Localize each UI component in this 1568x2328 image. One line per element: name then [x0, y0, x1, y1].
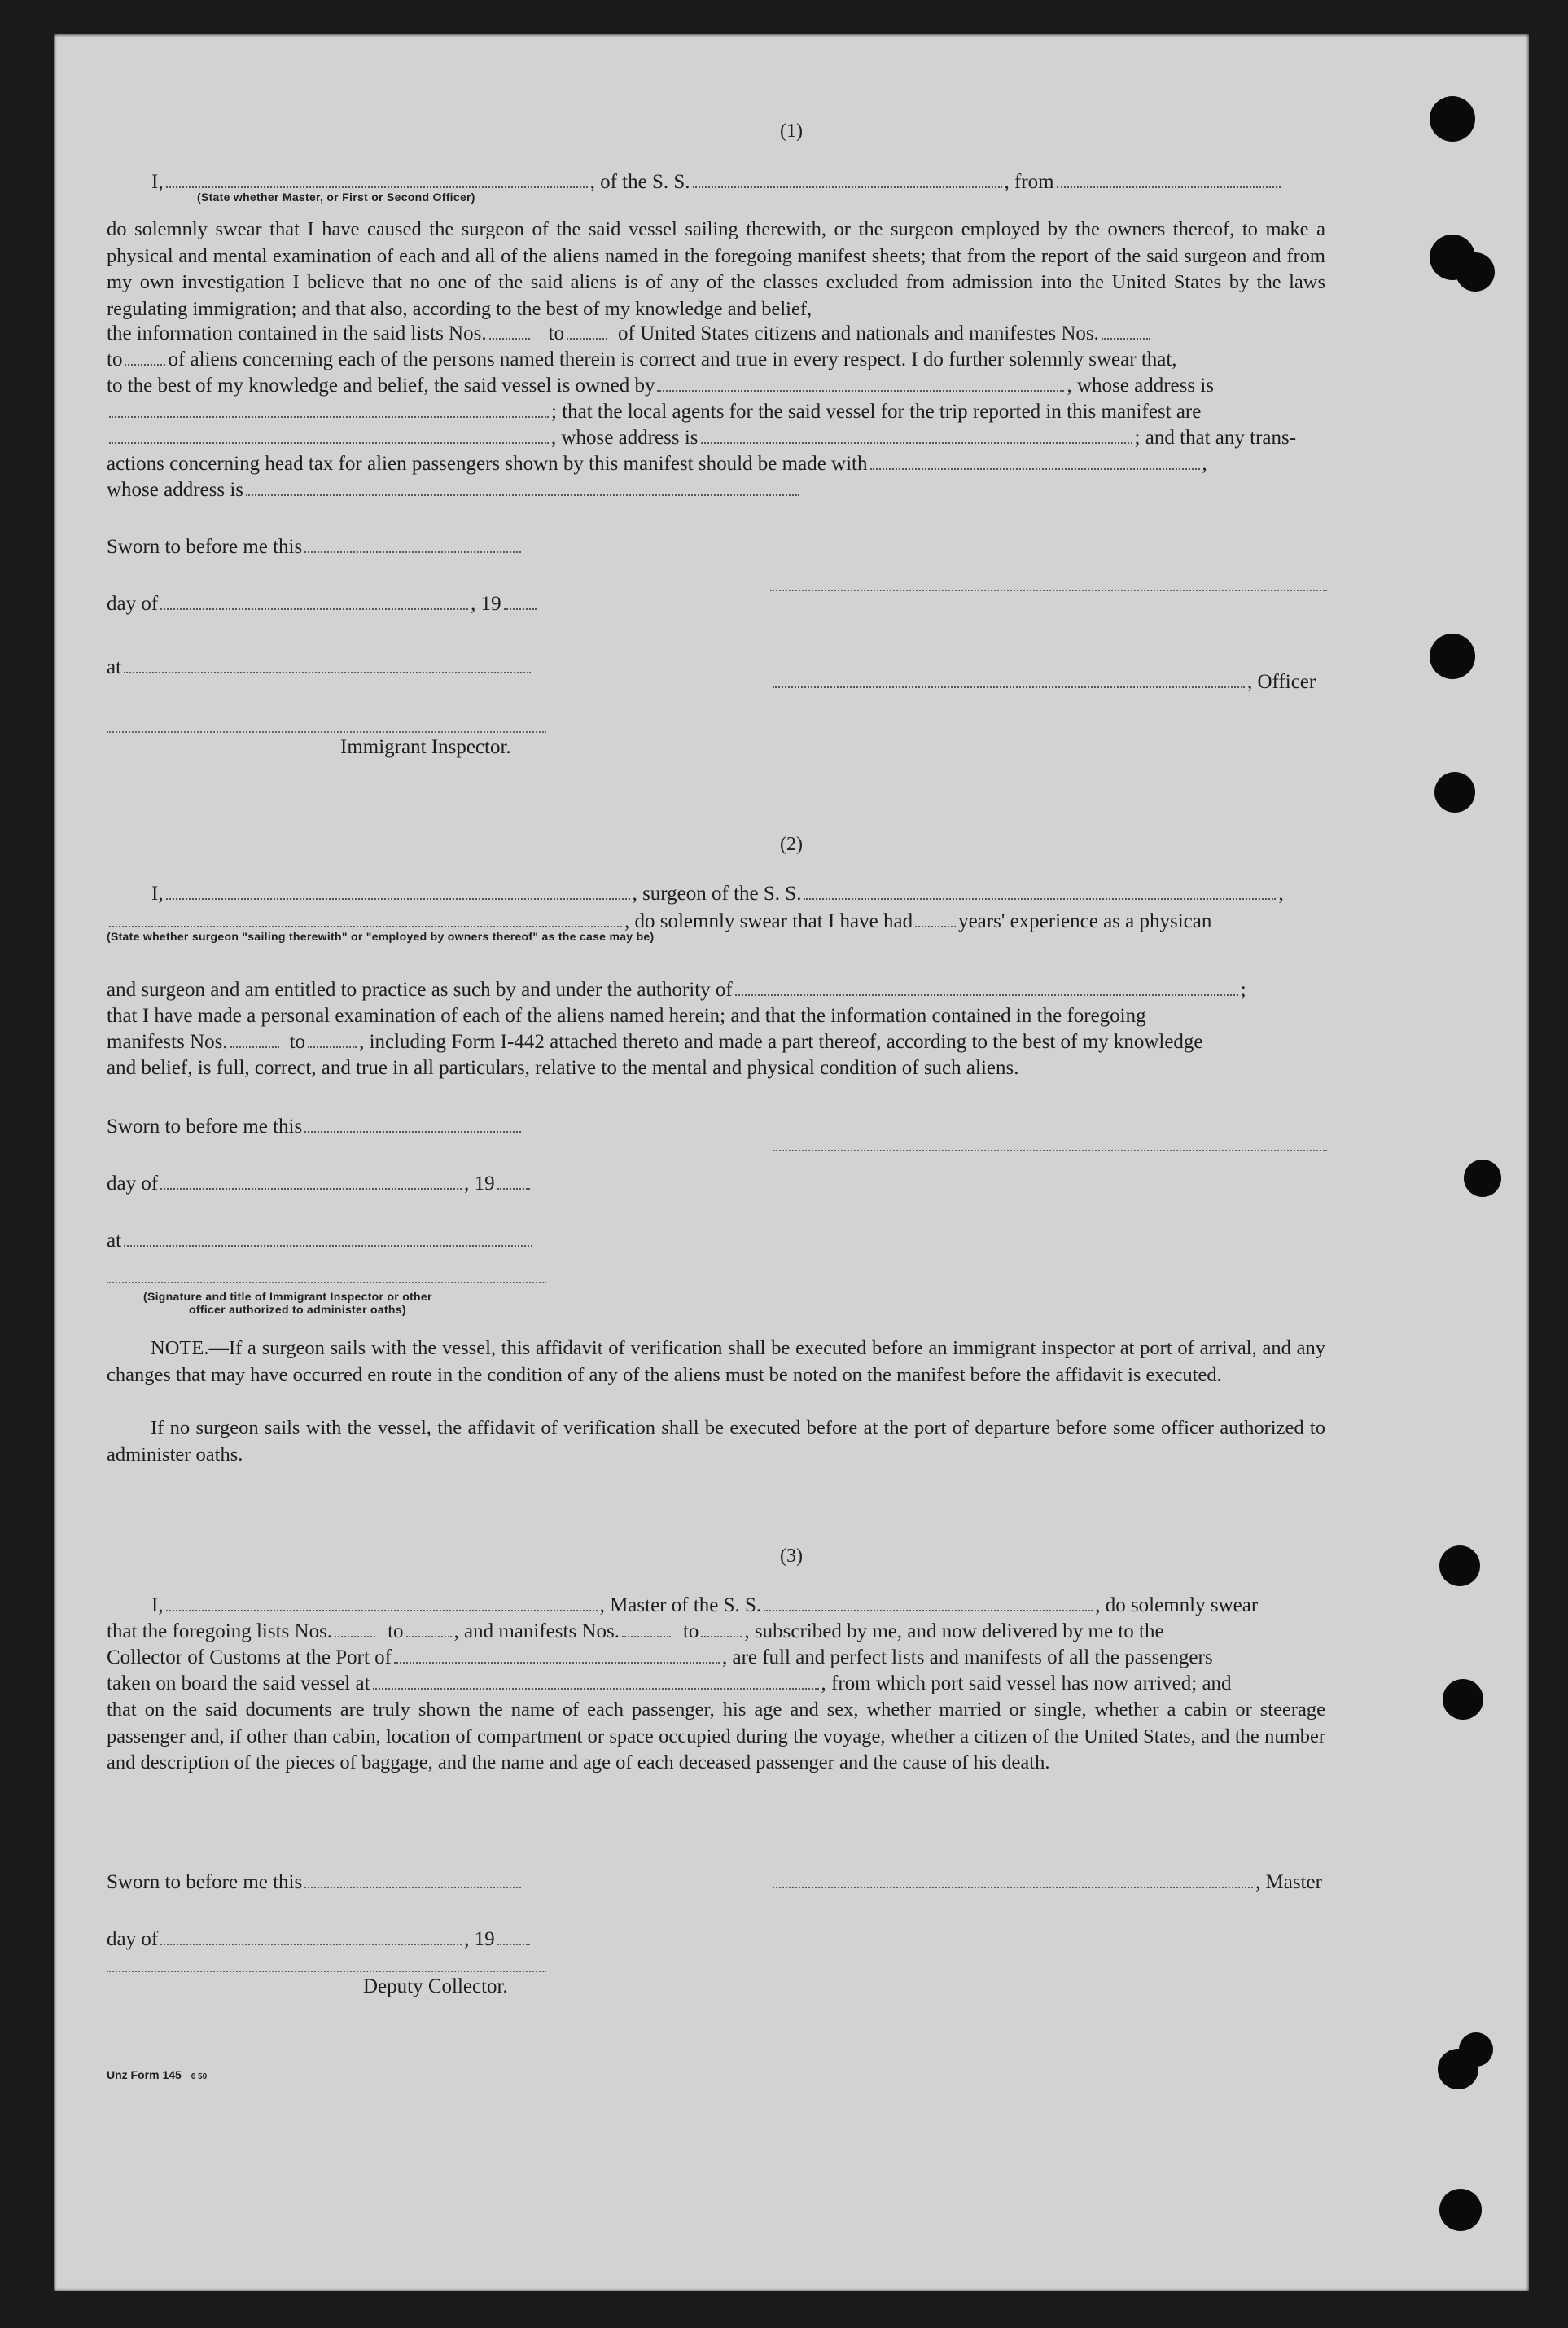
- ship-name-blank[interactable]: [693, 186, 1002, 188]
- section-1-number: (1): [780, 121, 803, 142]
- s3-dayof-line: day of , 19: [107, 1927, 532, 1953]
- punch-hole-5: [1434, 772, 1475, 813]
- s1-at-line: at: [107, 655, 533, 681]
- s3-sworn-line: Sworn to before me this: [107, 1870, 523, 1896]
- s2-ship-name-blank[interactable]: [804, 897, 1276, 900]
- s1-oath-paragraph: do solemnly swear that I have caused the surgeon of the said vessel sailing therewith, or the surgeon employed by the owners thereof, to make a physical and mental examination of each and all of the aliens named in the foregoing manifest sheets; that from the report of the said surgeon and from my own investigation I believe that no one of the said aliens is of any of the classes excluded from admission into the United States by the laws regulating immigration; and that also, according to the best of my knowledge and belief,: [107, 218, 1325, 320]
- owner-blank[interactable]: [657, 389, 1064, 392]
- s2-note-paragraph: NOTE.—If a surgeon sails with the vessel, this affidavit of verification shall be executed before an immigrant inspector at port of arrival, and any changes that may have occurred en route in the condition of any of the aliens must be noted on the manifest before the affidavit is executed.: [107, 1337, 1325, 1386]
- surgeon-name-blank[interactable]: [166, 897, 630, 900]
- s3-collector-title: Deputy Collector.: [363, 1975, 508, 1997]
- s3-year-blank[interactable]: [497, 1943, 530, 1945]
- s3-line-1: I, , Master of the S. S. , do solemnly swear: [151, 1594, 1259, 1616]
- s3-oath-paragraph: that on the said documents are truly shown the name of each passenger, his age and sex, whether married or single, whether a cabin or steerage passenger and, if other than cabin, location of compartment or space occupied during the voyage, whether a citizen of the United States, and the number and description of the pieces of baggage, and the name and age of each deceased passenger and the cause of his death.: [107, 1699, 1325, 1773]
- s1-month-blank[interactable]: [160, 607, 468, 610]
- head-tax-address-blank[interactable]: [246, 493, 799, 496]
- s2-line-1: I, , surgeon of the S. S. ,: [151, 883, 1284, 905]
- s3-manifests-from-blank[interactable]: [622, 1635, 671, 1637]
- s2-line-6: and belief, is full, correct, and true in all particulars, relative to the mental and physical condition of such aliens.: [107, 1057, 1019, 1079]
- s2-dayof-line: day of , 19: [107, 1171, 532, 1197]
- punch-hole-3: [1456, 252, 1495, 292]
- s3-master-line: , Master: [770, 1870, 1322, 1896]
- surgeon-type-blank[interactable]: [109, 925, 622, 927]
- s3-line-4: taken on board the said vessel at , from which port said vessel has now arrived; and: [107, 1673, 1232, 1694]
- s1-line-1: I, , of the S. S. , from: [151, 169, 1283, 195]
- s3-sworn-day-blank[interactable]: [304, 1886, 521, 1888]
- s1-inspector-signature-line[interactable]: [107, 731, 546, 733]
- s3-manifests-to-blank[interactable]: [701, 1635, 742, 1637]
- punch-hole-11: [1439, 2189, 1482, 2231]
- s2-line-4: that I have made a personal examination of each of the aliens named herein; and that the information contained in the foregoing: [107, 1005, 1146, 1027]
- lists-from-blank[interactable]: [489, 337, 530, 340]
- s3-collector-signature-line[interactable]: [107, 1971, 546, 1972]
- s3-boarding-port-blank[interactable]: [373, 1687, 819, 1690]
- s2-sworn-day-blank[interactable]: [304, 1130, 521, 1133]
- punch-hole-8: [1443, 1679, 1483, 1720]
- punch-hole-4: [1430, 634, 1475, 679]
- s3-lists-from-blank[interactable]: [335, 1635, 375, 1637]
- s2-at-line: at: [107, 1228, 535, 1254]
- s2-inspector-signature-line[interactable]: [107, 1282, 546, 1283]
- s2-sworn-line: Sworn to before me this: [107, 1114, 523, 1140]
- s3-month-blank[interactable]: [160, 1943, 462, 1945]
- s2-year-blank[interactable]: [497, 1187, 530, 1190]
- head-tax-blank[interactable]: [870, 467, 1200, 470]
- s1-officer-hint: (State whether Master, or First or Second Officer): [197, 191, 475, 204]
- s1-year-blank[interactable]: [504, 607, 537, 610]
- s1-head-tax-line: actions concerning head tax for alien passengers shown by this manifest should be made with ,: [107, 453, 1207, 475]
- lists-to-blank[interactable]: [567, 337, 607, 340]
- s1-officer-line: , Officer: [770, 669, 1316, 695]
- s3-master-name-blank[interactable]: [166, 1609, 598, 1611]
- s3-master-signature-blank[interactable]: [773, 1886, 1253, 1888]
- punch-hole-6: [1464, 1160, 1501, 1197]
- s1-signature-line[interactable]: [770, 590, 1327, 591]
- s1-place-blank[interactable]: [124, 671, 531, 673]
- agents-blank[interactable]: [109, 441, 549, 444]
- s3-lists-to-blank[interactable]: [406, 1635, 452, 1637]
- s2-signature-hint-2: officer authorized to administer oaths): [189, 1303, 406, 1316]
- s2-signature-line[interactable]: [773, 1150, 1327, 1151]
- s1-sworn-day-blank[interactable]: [304, 550, 521, 553]
- s2-line-3: and surgeon and am entitled to practice as such by and under the authority of ;: [107, 979, 1246, 1001]
- s2-manifests-from-blank[interactable]: [230, 1046, 279, 1048]
- authority-blank[interactable]: [735, 993, 1238, 996]
- from-port-blank[interactable]: [1057, 186, 1281, 188]
- s2-signature-hint-1: (Signature and title of Immigrant Inspector or other: [143, 1290, 432, 1303]
- s3-line-3: Collector of Customs at the Port of , are full and perfect lists and manifests of all the passengers: [107, 1646, 1213, 1668]
- section-3-number: (3): [780, 1545, 803, 1567]
- s1-officer-signature-blank[interactable]: [773, 686, 1245, 688]
- name-blank[interactable]: [166, 186, 588, 188]
- agents-address-blank[interactable]: [701, 441, 1132, 444]
- s2-surgeon-hint: (State whether surgeon "sailing therewith" or "employed by owners thereof" as the case may be): [107, 930, 655, 943]
- s2-month-blank[interactable]: [160, 1187, 462, 1190]
- s1-to-line: to of aliens concerning each of the persons named therein is correct and true in every respect. I do further solemnly swear that,: [107, 349, 1177, 370]
- s3-port-blank[interactable]: [394, 1661, 720, 1664]
- s3-ship-name-blank[interactable]: [764, 1609, 1093, 1611]
- s1-whose-address-line: whose address is: [107, 477, 802, 503]
- owner-address-blank[interactable]: [109, 415, 549, 418]
- s1-inspector-title: Immigrant Inspector.: [340, 736, 511, 758]
- s1-sworn-line: Sworn to before me this: [107, 534, 523, 560]
- s2-note-paragraph-2: If no surgeon sails with the vessel, the affidavit of verification shall be executed before at the port of departure before some officer authorized to administer oaths.: [107, 1417, 1325, 1466]
- s1-agents-address-line: , whose address is ; and that any trans-: [107, 425, 1296, 451]
- punch-hole-10: [1438, 2049, 1478, 2089]
- form-number: Unz Form 145 6 50: [107, 2068, 208, 2081]
- s2-line-2: , do solemnly swear that I have had years' experience as a physican: [107, 909, 1211, 935]
- s2-manifests-to-blank[interactable]: [308, 1046, 357, 1048]
- manifests-from-blank[interactable]: [1102, 337, 1150, 340]
- s2-line-5: manifests Nos. to , including Form I-442 attached thereto and made a part thereof, according to the best of my knowledge: [107, 1031, 1203, 1053]
- s1-owner-line: to the best of my knowledge and belief, the said vessel is owned by , whose address is: [107, 375, 1214, 397]
- section-2-number: (2): [780, 834, 803, 855]
- s1-local-agents-line: ; that the local agents for the said vessel for the trip reported in this manifest are: [107, 399, 1201, 425]
- s3-line-2: that the foregoing lists Nos. to , and manifests Nos. to , subscribed by me, and now delivered by me to the: [107, 1620, 1164, 1642]
- years-experience-blank[interactable]: [915, 925, 956, 927]
- s1-info-line: the information contained in the said lists Nos. to of United States citizens and nationals and manifestes Nos.: [107, 321, 1153, 347]
- manifests-to-blank[interactable]: [125, 363, 165, 366]
- s2-place-blank[interactable]: [124, 1244, 532, 1247]
- s1-dayof-line: day of , 19: [107, 591, 539, 617]
- form-page: [54, 34, 1529, 2291]
